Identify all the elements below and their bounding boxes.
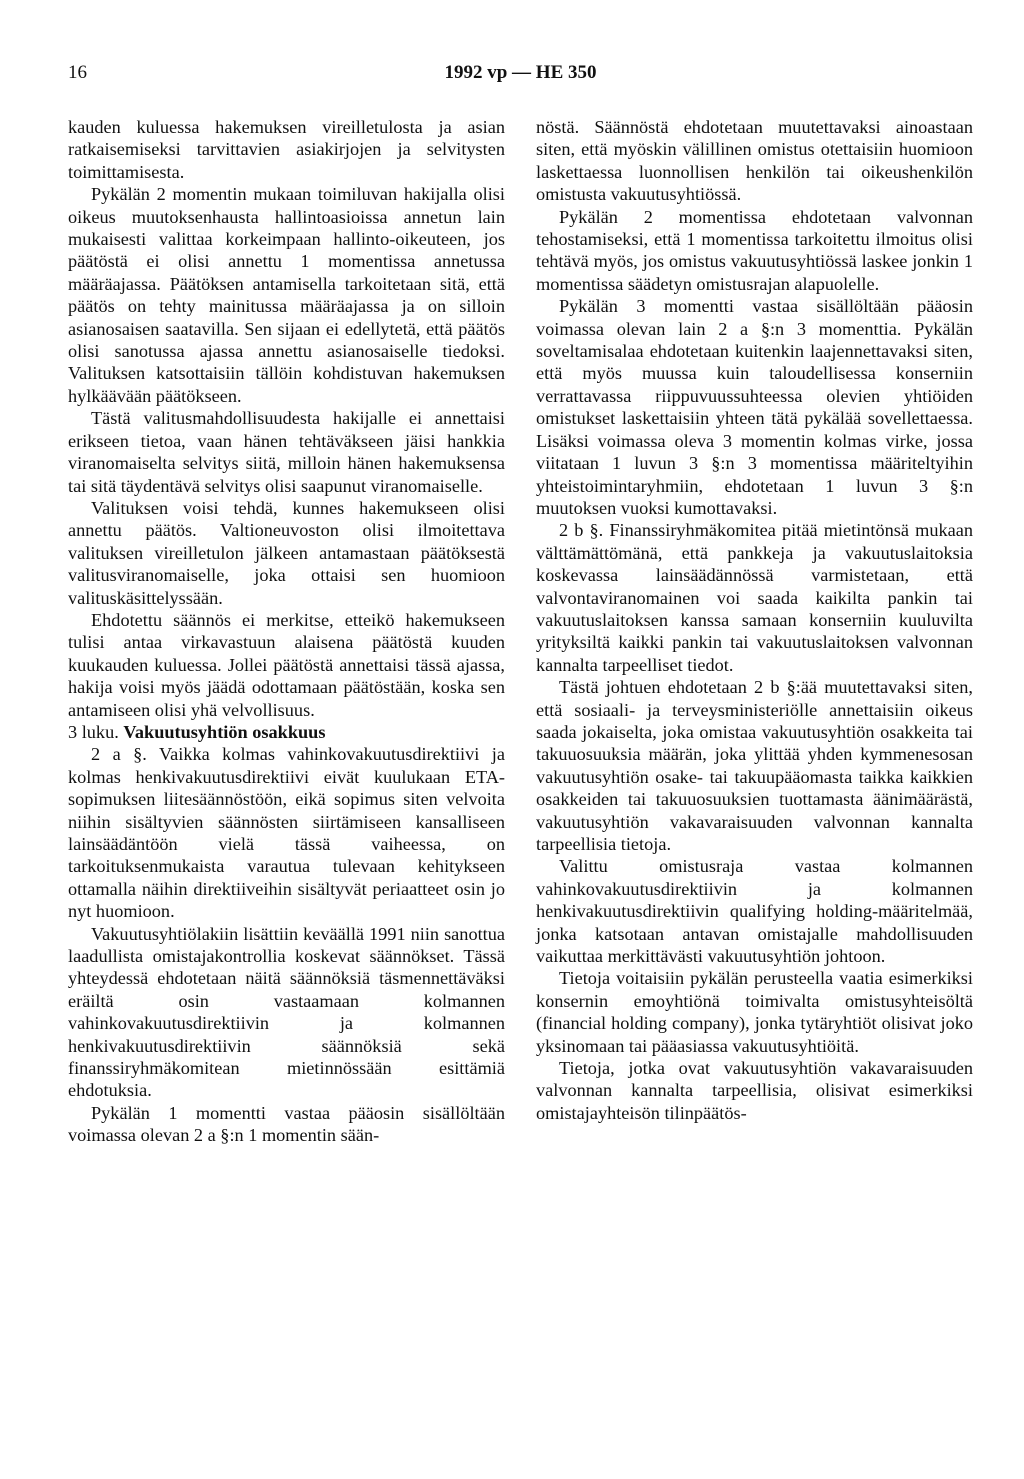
paragraph: nöstä. Säännöstä ehdotetaan muutettavaksi ainoastaan siten, että myöskin välillinen omistus otettaisiin huomioon laskettaessa luonnollisen henkilön tai oikeushenkilön omistusta vakuutusyhtiössä.	[536, 117, 973, 205]
paragraph: Valituksen voisi tehdä, kunnes hakemukseen olisi annettu päätös. Valtioneuvoston olisi ilmoitettava valituksen vireilletulon jälkeen antamastaan päätöksestä valitusviranomaiselle, joka ottaisi sen huomioon valituskäsittelyssään.	[68, 497, 505, 608]
running-header-title: 1992 vp — HE 350	[444, 62, 597, 83]
paragraph: Pykälän 2 momentissa ehdotetaan valvonnan tehostamiseksi, että 1 momentissa tarkoitettu ilmoitus olisi tehtävä myös, jos omistus vakuutusyhtiössä laskee jonkin 1 momentissa säädetyn omistusrajan alapuolelle.	[536, 206, 973, 294]
paragraph: Pykälän 3 momentti vastaa sisällöltään pääosin voimassa olevan lain 2 a §:n 3 momenttia. Pykälän soveltamisalaa ehdotetaan kuitenkin laajennettavaksi siten, että myös muussa kuin taloudellisessa konserniin verrattavassa riippuvuussuhteessa olevien yhtiöiden omistukset laskettaisiin yhteen tätä pykälää sovellettaessa. Lisäksi voimassa oleva 3 momentin kolmas virke, jossa viitataan 1 luvun 3 §:n 3 momentissa määriteltyihin yhteistoimintaryhmiin, ehdotetaan 1 luvun 3 §:n muutoksen vuoksi kumottavaksi.	[536, 296, 973, 518]
section-heading	[68, 721, 505, 743]
page-header	[68, 62, 973, 88]
paragraph: Ehdotettu säännös ei merkitse, etteikö hakemukseen tulisi antaa virkavastuun alaisena päätöstä kuuden kuukauden kuluessa. Jollei päätöstä annettaisi tässä ajassa, hakija voisi myös jäädä odottamaan päätöstään, koska sen antamiseen olisi yhä velvollisuus.	[68, 609, 505, 720]
right-column	[536, 116, 973, 1124]
paragraph: Tästä johtuen ehdotetaan 2 b §:ää muutettavaksi siten, että sosiaali- ja terveysministeriölle annettaisiin oikeus saada jokaiselta, joka omistaa vakuutusyhtiön osakkeita tai takuuosuuksia määrän, joka ylittää yhden kymmenesosan vakuutusyhtiön osake- tai takuupääomasta taikka kaikkien osakkeiden tai takuuosuuksien tuottamasta äänimäärästä, vakuutusyhtiön vakavaraisuuden valvonnan kannalta tarpeellisia tietoja.	[536, 677, 973, 854]
paragraph: Valittu omistusraja vastaa kolmannen vahinkovakuutusdirektiivin ja kolmannen henkivakuutusdirektiivin qualifying holding-määritelmää, jonka katsotaan antavan omistajalle mahdollisuuden vaikuttaa merkittävästi vakuutusyhtiön johtoon.	[536, 856, 973, 967]
section-number: 3 luku.	[68, 721, 119, 742]
paragraph: 2 a §. Vaikka kolmas vahinkovakuutusdirektiivi ja kolmas henkivakuutusdirektiivi eivät kuulukaan ETA-sopimuksen liitesäännöstöön, eikä sopimus siten velvoita niihin sisältyvien säännösten siirtämiseen kansalliseen lainsäädäntöön vielä tässä vaiheessa, on tarkoituksenmukaista varautua tulevaan kehitykseen ottamalla näihin direktiiveihin sisältyvät periaatteet osin jo nyt huomioon.	[68, 744, 505, 922]
paragraph: kauden kuluessa hakemuksen vireilletulosta ja asian ratkaisemiseksi tarvittavien asiakirjojen ja selvitysten toimittamisesta.	[68, 117, 505, 182]
paragraph: Tietoja voitaisiin pykälän perusteella vaatia esimerkiksi konsernin emoyhtiönä toimivalta omistusyhteisöltä (financial holding company), jonka tytäryhtiöt olisivat joko yksinomaan tai pääasiassa vakuutusyhtiöitä.	[536, 968, 973, 1056]
left-column	[68, 116, 505, 1147]
paragraph: Tästä valitusmahdollisuudesta hakijalle ei annettaisi erikseen tietoa, vaan hänen tehtäväkseen jäisi hankkia viranomaiselta selvitys siitä, milloin hänen hakemuksensa tai sitä täydentävä selvitys olisi saapunut viranomaiselle.	[68, 408, 505, 496]
paragraph: Vakuutusyhtiölakiin lisättiin keväällä 1991 niin sanottua laadullista omistajakontrollia koskevat säännökset. Tässä yhteydessä ehdotetaan näitä säännöksiä täsmennettäväksi eräiltä osin vastaamaan kolmannen vahinkovakuutusdirektiivin ja kolmannen henkivakuutusdirektiivin säännöksiä sekä finanssiryhmäkomitean mietinnössään esittämiä ehdotuksia.	[68, 923, 505, 1101]
paragraph: Pykälän 2 momentin mukaan toimiluvan hakijalla olisi oikeus muutoksenhausta hallintoasioissa annetun lain mukaisesti valittaa korkeimpaan hallinto-oikeuteen, jos päätöstä ei olisi annettu 1 momentissa annetussa määräajassa. Päätöksen antamisella tarkoitetaan sitä, että päätös on tehty mainitussa määräajassa ja on silloin asianosaisen saatavilla. Sen sijaan ei edellytetä, että päätös olisi sanotussa ajassa annettu asianosaiselle tiedoksi. Valituksen katsottaisiin tällöin kohdistuvan hakemuksen hylkäävään päätökseen.	[68, 184, 505, 406]
page-number: 16	[68, 62, 87, 83]
paragraph: 2 b §. Finanssiryhmäkomitea pitää mietintönsä mukaan välttämättömänä, että pankkeja ja vakuutuslaitoksia koskevassa lainsäädännössä varmistetaan, että valvontaviranomainen voi saada kaikilta pankin tai vakuutuslaitoksen kanssa samaan konserniin kuuluvilta yrityksiltä kaikki pankin tai vakuutuslaitoksen valvonnan kannalta tarpeelliset tiedot.	[536, 520, 973, 675]
paragraph: Tietoja, jotka ovat vakuutusyhtiön vakavaraisuuden valvonnan kannalta tarpeellisia, olisivat esimerkiksi omistajayhteisön tilinpäätös-	[536, 1058, 973, 1123]
paragraph: Pykälän 1 momentti vastaa pääosin sisällöltään voimassa olevan 2 a §:n 1 momentin sään-	[68, 1102, 505, 1146]
section-title: Vakuutusyhtiön osakkuus	[123, 721, 326, 742]
